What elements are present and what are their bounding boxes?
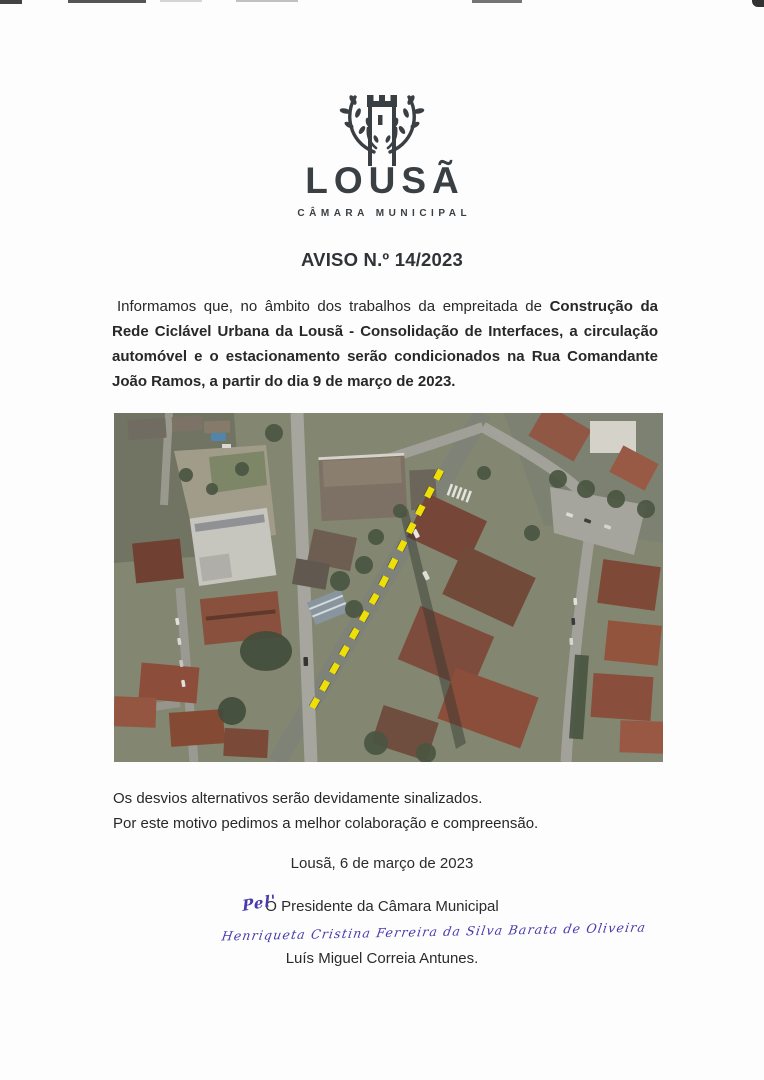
signature-role-line (0, 890, 764, 916)
aerial-photo (114, 413, 663, 762)
municipal-logo (0, 92, 764, 219)
scan-artifact (236, 0, 298, 2)
signature-role: O Presidente da Câmara Municipal (265, 898, 499, 915)
closing-line: Por este motivo pedimos a melhor colaboração e compreensão. (113, 814, 539, 832)
handwritten-signature: Henriqueta Cristina Ferreira da Silva Barata de Oliveira (220, 919, 648, 944)
scan-artifact (68, 0, 146, 3)
handwritten-pel-note: Pel' (241, 890, 278, 916)
scan-artifact (160, 0, 202, 2)
scan-artifact (0, 0, 22, 4)
closing-lines (113, 787, 764, 836)
lousa-emblem-icon (322, 92, 442, 166)
logo-subtitle: CÂMARA MUNICIPAL (297, 208, 472, 219)
signatory-typed-name: Luís Miguel Correia Antunes. (285, 950, 479, 967)
notice-title: AVISO N.º 14/2023 (300, 249, 463, 270)
aerial-photo-figure (114, 413, 663, 762)
notice-body-emphasis: Construção da Rede Ciclável Urbana da Lousã - Consolidação de Interfaces, a circulação automóvel e o estacionamento serão condicionados na Rua Comandante João Ramos, a partir do dia 9 de março de 2023. (112, 298, 659, 390)
scan-artifact (752, 0, 764, 7)
logo-wordmark: LOUSÃ (305, 160, 465, 201)
closing-line: Os desvios alternativos serão devidamente sinalizados. (113, 790, 483, 807)
notice-body-intro: Informamos que, no âmbito dos trabalhos da empreitada de (117, 298, 550, 315)
scan-artifact (472, 0, 522, 3)
notice-body (112, 294, 658, 394)
dateline: Lousã, 6 de março de 2023 (290, 855, 474, 872)
